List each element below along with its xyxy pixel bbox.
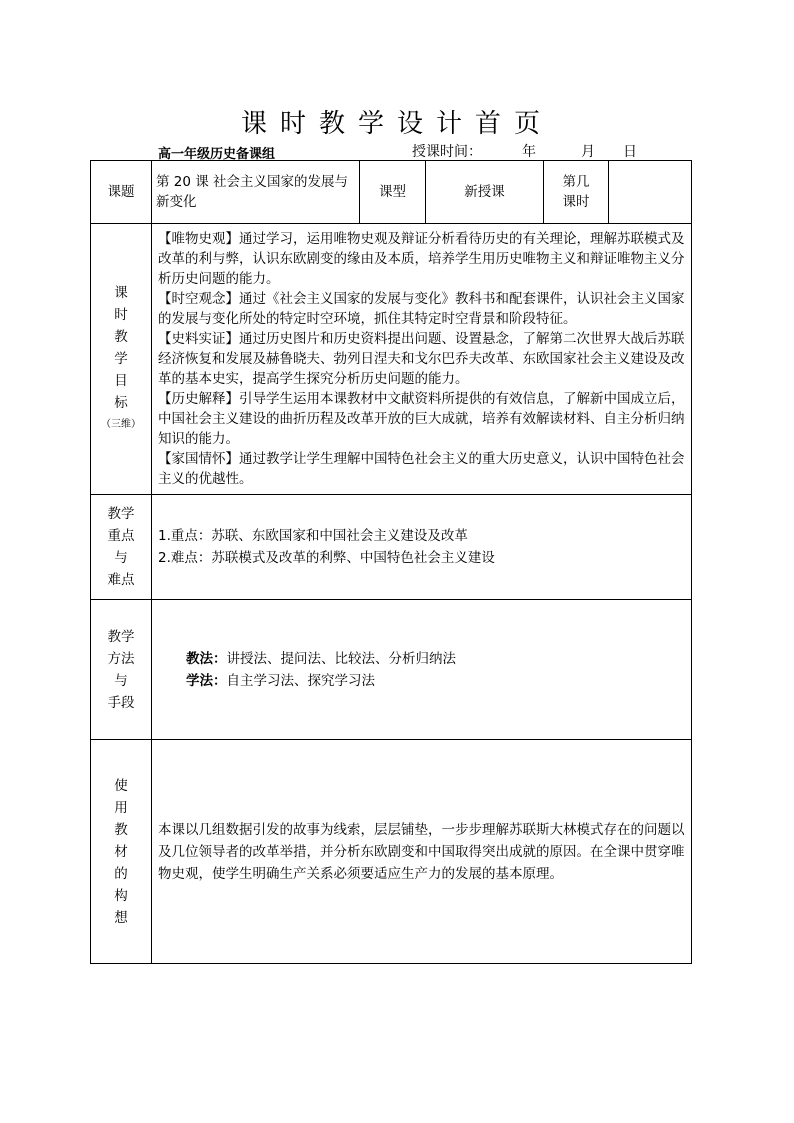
goal-spacetime: 【时空观念】通过《社会主义国家的发展与变化》教科书和配套课件，认识社会主义国家的发展与变化所处的特定时空环境，抓住其特定时空背景和阶段特征。 bbox=[158, 291, 685, 327]
design-label-char: 想 bbox=[114, 909, 128, 926]
topic-label: 课题 bbox=[91, 161, 152, 224]
methods-label-line: 方法 bbox=[107, 650, 135, 667]
goals-content bbox=[152, 224, 692, 495]
design-row bbox=[91, 740, 692, 964]
prep-group: 高一年级历史备课组 bbox=[158, 147, 276, 162]
key-points-content bbox=[152, 495, 692, 600]
goals-label bbox=[91, 224, 152, 495]
key-point: 1.重点：苏联、东欧国家和中国社会主义建设及改革 bbox=[158, 528, 468, 544]
difficult-point: 2.难点：苏联模式及改革的利弊、中国特色社会主义建设 bbox=[158, 550, 495, 566]
key-points-label-line: 难点 bbox=[107, 572, 135, 588]
page-title: 课时教学设计首页 bbox=[240, 109, 553, 139]
type-label: 课型 bbox=[360, 161, 426, 224]
learning-method bbox=[186, 670, 691, 692]
goals-label-char: 标 bbox=[114, 395, 128, 411]
design-label-char: 教 bbox=[114, 821, 128, 838]
key-points-label-line: 与 bbox=[114, 550, 128, 566]
goals-label-char: 课 bbox=[114, 285, 128, 301]
teaching-method-value: 讲授法、提问法、比较法、分析归纳法 bbox=[226, 650, 456, 667]
design-label-char: 构 bbox=[114, 887, 128, 904]
methods-row bbox=[91, 600, 692, 740]
period-label: 第几课时 bbox=[544, 161, 609, 224]
teaching-method bbox=[186, 648, 691, 670]
month-label: 月 bbox=[581, 144, 595, 160]
goal-patriotism: 【家国情怀】通过教学让学生理解中国特色社会主义的重大历史意义，认识中国特色社会主义的优越性。 bbox=[158, 451, 685, 487]
methods-label-line: 教学 bbox=[107, 628, 135, 645]
key-points-row bbox=[91, 495, 692, 600]
goals-label-note: （三维） bbox=[101, 419, 141, 430]
teaching-method-label: 教法： bbox=[186, 650, 227, 667]
period-value bbox=[609, 161, 692, 224]
key-points-label-line: 重点 bbox=[107, 528, 135, 544]
design-label-char: 使 bbox=[114, 777, 128, 794]
year-label: 年 bbox=[522, 144, 536, 160]
goals-label-char: 时 bbox=[114, 307, 128, 323]
design-label-char: 材 bbox=[114, 843, 128, 860]
key-points-label bbox=[91, 495, 152, 600]
goal-interpretation: 【历史解释】引导学生运用本课教材中文献资料所提供的有效信息，了解新中国成立后，中国社会主义建设的曲折历程及改革开放的巨大成就，培养有效解读材料、自主分析归纳知识的能力。 bbox=[158, 391, 685, 447]
topic-row bbox=[91, 161, 692, 224]
topic-value: 第 20 课 社会主义国家的发展与新变化 bbox=[152, 161, 360, 224]
goals-row bbox=[91, 224, 692, 495]
key-points-label-line: 教学 bbox=[107, 506, 135, 522]
learning-method-label: 学法： bbox=[186, 672, 227, 689]
goals-label-char: 目 bbox=[114, 373, 128, 389]
goals-label-char: 学 bbox=[114, 351, 128, 367]
design-label bbox=[91, 740, 152, 964]
goals-label-char: 教 bbox=[114, 329, 128, 345]
methods-label-line: 与 bbox=[114, 672, 128, 689]
methods-label bbox=[91, 600, 152, 740]
goal-evidence: 【史料实证】通过历史图片和历史资料提出问题、设置悬念，了解第二次世界大战后苏联经济恢复和发展及赫鲁晓夫、勃列日涅夫和戈尔巴乔夫改革、东欧国家社会主义建设及改革的基本史实，提高学生探究分析历史问题的能力。 bbox=[158, 331, 685, 387]
methods-content bbox=[152, 600, 692, 740]
methods-label-line: 手段 bbox=[107, 694, 135, 711]
learning-method-value: 自主学习法、探究学习法 bbox=[226, 672, 375, 689]
design-content: 本课以几组数据引发的故事为线索，层层铺垫，一步步理解苏联斯大林模式存在的问题以及几位领导者的改革举措，并分析东欧剧变和中国取得突出成就的原因。在全课中贯穿唯物史观，使学生明确生产关系必须要适应生产力的发展的基本原理。 bbox=[152, 740, 692, 964]
goal-materialism: 【唯物史观】通过学习，运用唯物史观及辩证分析看待历史的有关理论，理解苏联模式及改革的利与弊，认识东欧剧变的缘由及本质，培养学生用历史唯物主义和辩证唯物主义分析历史问题的能力。 bbox=[158, 231, 685, 287]
lesson-design-table bbox=[90, 160, 692, 964]
design-label-char: 用 bbox=[114, 799, 128, 816]
type-value: 新授课 bbox=[426, 161, 544, 224]
teaching-time-label: 授课时间： bbox=[412, 144, 482, 160]
day-label: 日 bbox=[623, 144, 637, 160]
design-label-char: 的 bbox=[114, 865, 128, 882]
